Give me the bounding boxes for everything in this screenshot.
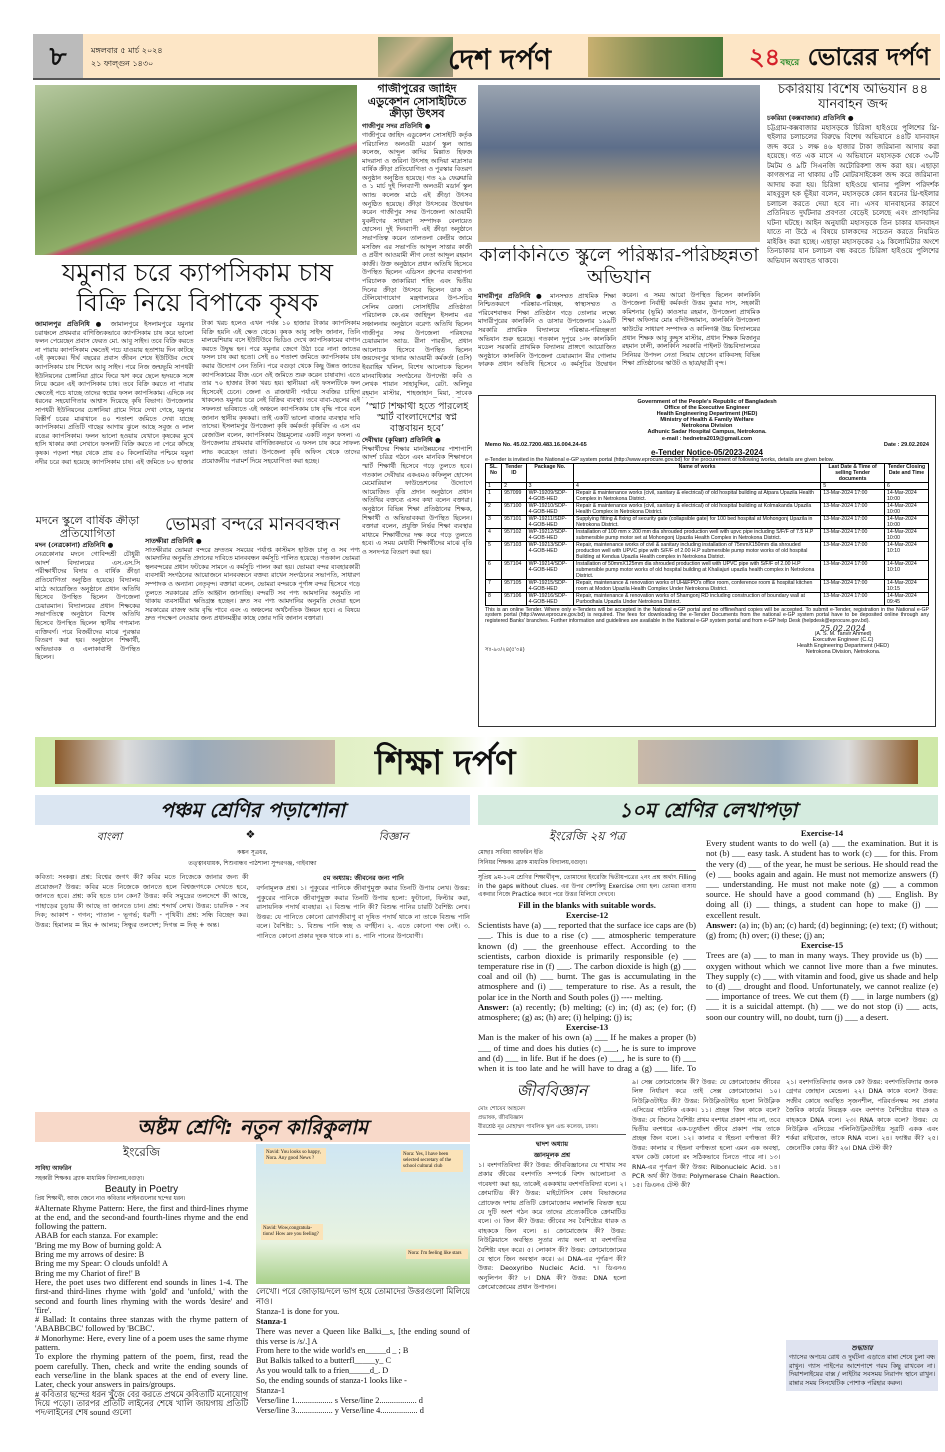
author-role: তত্ত্বাবধায়ক, শিশুবান্ধব পাঠশালা সুন্দরগঞ্জ, গাইবান্ধা (188, 860, 317, 867)
tender-notice (478, 395, 936, 727)
table-row (486, 515, 929, 528)
table-cell: Repair & maintenance works (civil, sanitary & electrical) of old hospital building at Kolmakanda Upazila Health Complex in Netrokona District. (573, 502, 820, 515)
exercise-text: Trees are (a) ___ to man in many ways. They provide us (b) ___ oxygen without which we cannot live more than a fwe minutes. They supply (c) ___ with vitamin and food, give us shade and help to (d) ___ drought and flood. Unfortunately, we cannot realize (e) ___ importance of trees. We cut them (f) ___ in large numbers (g) ___ it is a suicidal attempt. (h) ___ we do not stop (i) ___ acts, soon our country will, no doubt, turn (j) ___ a desert. (706, 950, 938, 1022)
stanza-line: But Balkis talked to a butterfl_____y_ C (256, 1356, 392, 1366)
signatory-line: Netrokona Division, Netrokona. (805, 648, 881, 655)
column-header: Last Date & Time of selling Tender documents (821, 463, 885, 482)
table-cell: 7 (486, 579, 502, 592)
article-capsicum (35, 258, 360, 510)
table-cell: 4 (486, 528, 502, 541)
bn-intro: প্রিয় শিক্ষার্থী, আজ জেনে নাও কবিতার লাইনগুলোর ছন্দের ধরন। (35, 1196, 186, 1202)
table-cell: 13-Mar-2024 17:00 (821, 502, 885, 515)
tender-date: Date : 29.02.2024 (883, 441, 929, 448)
signatory-line: Executive Engineer (C.C) (812, 637, 874, 644)
article-body: সাতক্ষীরার ভোমরা বন্দরে দ্রুততম সময়ের পর্যাপ্ত কাস্টমস হাউজ চালু ও সব পণ্য আমদানির অনুমতি প্রদানের দাবিতে মানববন্ধন কর্মসূচি পালিত হয়েছে। গতকাল ভোমরা স্থলবন্দরের প্রধান ফটকের সামনে এ কর্মসূচি পালন করা হয়। ভোমরা বন্দর ব্যবহারকারী ব্যবসায়ী সংগঠনের আয়োজনে মানববন্ধনে বক্তব্য রাখেন সংগঠনের সভাপতি, সাধারণ সম্পাদক ও অন্যান্য নেতৃবৃন্দ। বক্তারা বলেন, ভোমরা বন্দরকে পূর্ণাঙ্গ বন্দর হিসেবে গড়ে তুলতে সরকারের প্রতি আহ্বান জানাচ্ছি। বন্দরটি সব পণ্য আমদানির অনুমতি না থাকায় ব্যবসায়ীরা ক্ষতিগ্রস্ত হচ্ছেন। দ্রুত সব পণ্য আমদানির অনুমতি দেওয়া হলে সরকারের রাজস্ব আয় বৃদ্ধি পাবে এবং এ অঞ্চলের অর্থনৈতিক উন্নয়ন হবে। এ বিষয়ে দ্রুত পদক্ষেপ নেওয়ার জন্য প্রধানমন্ত্রীর কাছে জোর দাবি জানান বক্তারা। (145, 546, 360, 623)
science-lesson: বর্ণনামূলক প্রশ্ন। ১। পুকুরের পানিকে জীবাণুমুক্ত করার তিনটি উপায় লেখ। উত্তর: পুকুরের পানিকে জীবাণুমুক্ত করার তিনটি উপায় হলো: ফুটানো, ফিল্টার করা, রাসায়নিক পদার্থ ব্যবহার। ২। বিশুদ্ধ পানি কী? বিশুদ্ধ পানির চারটি বৈশিষ্ট্য লেখ। উত্তর: যে পানিতে কোনো রোগজীবাণু বা দূষিত পদার্থ থাকে না তাকে বিশুদ্ধ পানি বলে। বৈশিষ্ট্য: ১. বিশুদ্ধ পানি স্বচ্ছ ও বর্ণহীন। ২. এতে কোনো গন্ধ নেই। ৩. পানিতে কোনো প্রকার দূষক থাকে না। ৪. পানি পানের উপযোগী। (256, 884, 470, 940)
table-cell: WP-19216/SDP-4-GOB-HED (526, 592, 573, 605)
poetry-paragraph: Bring me my Spear: O clouds unfold! A (35, 1259, 168, 1269)
author: কঙ্কন সূত্রধর, (237, 849, 268, 856)
tender-intro: e-Tender is invited in the National e-GP system portal (http://www.eprocure.gov.bd) for the procurement of following works, details are given below. (485, 456, 834, 463)
section-heading: অষ্টম শ্রেণি: নতুন কারিকুলাম (35, 1112, 470, 1142)
memo-no: Memo No. 45.02.7200.483.16.004.24-65 (485, 441, 587, 448)
dateline (91, 44, 163, 70)
byline: মদন (নেত্রকোনা) প্রতিনিধি ● (35, 541, 114, 550)
table-cell: 957102 (502, 528, 527, 541)
article-body: জামালপুরে ইসলামপুরে যমুনার চরাঞ্চলে প্রথমবার বাণিজ্যিকভাবে ক্যাপসিকাম চাষ করে ভালো ফলন পেয়েছেন প্রবাস ফেরত মো. আবু সাইদ। তবে বিক্রি করতে না পারায় ক্যাপসিকাম ক্ষেতেই পচে যাওয়ায় হতাশায় দিন কাটছে এই কৃষকের। দীর্ঘ বছরের প্রবাস জীবন শেষে ইউটিউব দেখে ক্যাপসিকাম চাষ শিখেন আবু সাইদ। পরে নিজ জন্মভূমি সাপধরী ইউনিয়নের চেঙ্গানিয়া গ্রামে ফিরে ঋণ করে ছেলে হৃদয়কে সঙ্গে নিয়ে করেন এই ক্যাপসিকাম চাষ। তবে বিক্রি করতে না পারায় ক্ষেতেই পচে যাচ্ছে তাদের স্বপ্নের ফসল ক্যাপসিকাম। এদিকে নব ধরনের সহযোগিতার আশ্বাস দিয়েছে কৃষি বিভাগ। উপজেলার সাপধরী ইউনিয়নের চেঙ্গানিয়া গ্রামে গিয়ে দেখা গেছে, যমুনার বিস্তীর্ণ চরের মাঝখানে ৪০ শতাংশ জমিতে দেখা যাচ্ছে ক্যাপসিকাম। প্রতিটি গাছের আগায় ঝুলে আছে সবুজ ও লাল রঙের ক্যাপসিকাম। ফলন ভালো হওয়ায় যেখানে কৃষকের মুখে হাসি থাকার কথা সেখানে ফসলটি বিক্রি করতে না পেরে কাঁদছে কৃষক। পড়লা শহর থেকে প্রায় ৫০ কিলোমিটার পশ্চিমে যমুনা নদীর চরে করা হয়েছে ক্যাপসিকাম চাষ। এই জমিতে ৮০ হাজার টাকা খরচ হলেও এখন পর্যন্ত ১০ হাজার টাকার ক্যাপসিকাম বিক্রি হয়নি এই ক্ষেত থেকে। কৃষক আবু সাইদ জানান, তিনি মালয়েশিয়ায় বসে ইউটিউবে ভিডিও দেখে ক্যাপসিকামের বাগান করতে উদ্বুদ্ধ হন। পরে যমুনার জেগে উঠা চরে নানা জাতের ফসল চাষ করা হতো। সেই ৪০ শতাংশ জমিতে ক্যাপসিকাম চাষ করার উদ্যোগ নেন তিনি। পরে বগুড়া থেকে কিছু উন্নত জাতের ক্যাপসিকামের বীজ এনে ওই জমিতে শুরু করেন চাষাবাদ। এতে তার ৭০ হাজার টাকা খরচ হয়। স্থানীয়রা এই ফসলটিকে ফল হিসেবেই চেনে। জেলা ও রাজধানী পর্যায়ে সবজির চাহিদা থাকলেও যমুনার চরে নেই বিক্রির ব্যবস্থা। তবে বাবা-ছেলের এই সফলতা ভবিষ্যতে এই অঞ্চলে ক্যাপসিকাম চাষ বৃদ্ধি পাবে বলে জানান স্থানীয় কৃষকরা। তাই একটি ভালো বাজার ব্যবস্থার দাবি তাদের। ইসলামপুর উপজেলা কৃষি কর্মকর্তা কৃষিবিদ এ এস এম রেজাউল বলেন, ক্যাপসিকাম উচ্চমূল্যের একটি নতুন ফসল। এ উপজেলায় প্রথমবার বাণিজ্যিকভাবে এ ফসল চাষ করে সাফল্য লাভ করেছেন তারা। উপজেলা কৃষি অফিস থেকে তাদের প্রয়োজনীয় পরামর্শ দিয়ে সহযোগিতা করা হচ্ছে। (35, 320, 360, 466)
table-cell: WP-19214/SDP-4-GOB-HED (526, 560, 573, 579)
column-header: Package No. (526, 463, 573, 482)
org-line: e-mail : hednetra2019@gmail.com (661, 435, 753, 442)
signatory-line: (A. S. M. Tanvir Ahmed) (814, 631, 872, 638)
education-section-banner (35, 737, 938, 787)
speech-bubble: Nora: Yes, I have been selected secretary of the school cultural club (401, 1150, 463, 1172)
stanza-line: Verse/line 3.................. y Verse/line 4.................. d (256, 1405, 424, 1415)
table-cell: 14-Mar-2024 09:45 (885, 592, 929, 605)
org-line: Netrokona Division (681, 423, 733, 430)
table-cell: 14-Mar-2024 10:10 (885, 541, 929, 560)
stanza-line: Stanza-1 is done for you. (256, 1306, 340, 1316)
column-number: 6 (885, 482, 929, 489)
biology-section (478, 1078, 938, 1428)
table-cell: 957099 (502, 489, 527, 502)
author: সাবিহা আফরিন (35, 1166, 72, 1172)
page-header (33, 34, 940, 80)
table-row (486, 579, 929, 592)
headline: যমুনার চরে ক্যাপসিকাম চাষ বিক্রি নিয়ে বিপাকে কৃষক (61, 258, 334, 317)
byline: জামালপুর প্রতিনিধি ● (35, 320, 105, 328)
qa-column-2: ৯। সেক্স ক্রোমোজোম কী? উত্তর: যে ক্রোমোজোম জীবের লিঙ্গ নির্ধারণ করে তাই সেক্স ক্রোমোজোম। ১০। নিউক্লিওটাইড কী? উত্তর: নিউক্লিওটাইড হলো নিউক্লিক এসিডের গাঠনিক একক। ১১। প্রচ্ছন্ন জিন কাকে বলে? উত্তর: যে জিনের বৈশিষ্ট্য প্রথম বংশধর প্রকাশ পায় না, তবে দ্বিতীয় বংশধরে এক-চতুর্থাংশ জীবে প্রকাশ পায় তাকে প্রচ্ছন্ন জিন বলে। ১২। কালার ব-াইন্ডনা বর্ণান্ধতা কী? উত্তর: কালার ব-াইন্ডনা বর্ণান্ধতা হলো এমন এক অবস্থা, যখন কেউ কোনো রং সঠিকভাবে চিনতে পারে না। ১৩। RNA-এর পূর্ণরূপ কী? উত্তর: Ribonucleic Acid. ১৪। PCR অর্থ কী? উত্তর: Polymerase Chain Reaction. ১৫। ডিএনএ টেস্ট কী? (632, 1078, 780, 1190)
exercise-text: Man is the maker of his own (a) ___ If he makes a proper (b) ___ of time and does his duties (c) ___, he is sure to improve and (d) ___ in life. But if he does (e) ___, he is sure to (f) ___ when it is too late and he will have to drag a (g) ___ life. To (478, 1032, 696, 1074)
tender-footer: This is an online Tender. Where only e-Tenders will be accepted in the National e-GP portal and no offline/hard copies will be accepted. To submit e-Tender, registration in the National e-GP system portal (http://www.eprocure.gov.bd) is required. The fees for downloading the e-Tender Documents from the national e-GP system portal have to be deposited online through any registered Banks' branches. Further information and guidelines are available in the National e-GP system portal and from e-GP help Desk (helpdesk@eprocure.gov.bd). (485, 606, 929, 624)
exercise-answer (478, 1002, 696, 1022)
subject-bangla: বাংলা (96, 830, 123, 843)
stanza-line: So, the ending sounds of stanza-1 looks like - (256, 1376, 407, 1386)
poetry-paragraph: # Monorhyme: Here, every line of a poem uses the same rhyme pattern. (35, 1333, 248, 1353)
table-row (486, 489, 929, 502)
notice-title: শুদ্ধাচার (851, 1344, 873, 1352)
date-bangla: ২১ ফাল্গুন ১৪৩০ (91, 59, 154, 68)
table-cell: Installation of 50mmX125mm dia shrouded production well with UPVC pipe with S/F/F of 2.00 H.P submersible pump motor works of old hospital building at Khaliajuri upazila health complex in Netrokona District. (573, 560, 820, 579)
org-line: Government of the People's Republic of Bangladesh (637, 399, 777, 405)
org-line: Health Engineering Department (HED) (656, 411, 758, 418)
table-row (486, 592, 929, 605)
article-body: নেত্রকোনার মদনে গোবিন্দশ্রী চৌধুরী আদর্শ বিদ্যালয়ের এস.এস.সি পরীক্ষার্থীদের বিদায় ও বার্ষিক ক্রীড়া প্রতিযোগিতা অনুষ্ঠিত হয়েছে। বিদ্যালয় মাঠে আয়োজিত অনুষ্ঠানে প্রধান অতিথি হিসেবে উপস্থিত ছিলেন উপজেলা চেয়ারম্যান। বিদ্যালয়ের প্রধান শিক্ষকের সভাপতিত্বে অনুষ্ঠানে বিশেষ অতিথি হিসেবে উপস্থিত ছিলেন স্থানীয় গণ্যমান্য ব্যক্তিবর্গ। পরে বিজয়ীদের মাঝে পুরস্কার বিতরণ করা হয়। অনুষ্ঠানে শিক্ষার্থী, অভিভাবক ও এলাকাবাসী উপস্থিত ছিলেন। (35, 551, 140, 662)
poetry-paragraph: Here, the poet uses two different end sounds in lines 1-4. The first-and third-lines rhyme with 'gold' and 'unfold,' with the second and fourth lines rhyming with the words 'desire' and 'fire'. (35, 1277, 248, 1315)
signature: 25.02.2024 (820, 624, 866, 634)
article-body: গাজীপুরে জাহিদ এডুকেশন সোসাইটি কর্তৃক পরিচালিত অলওয়ী মডার্ন স্কুল অ্যান্ড কলেজ, আব্দুল কাদির মিল্লাত হিফজ মাদরাসা ও জরিনা উৎসাহ আদিয়া মাদ্রাসার বার্ষিক ক্রীড়া প্রতিযোগিতা ও পুরস্কার বিতরণ অনুষ্ঠান অনুষ্ঠিত হয়েছে। গত ২৯ ফেব্রুয়ারি ও ১ মার্চ দুই দিনব্যাপী অলওয়ী মডার্ন স্কুল অ্যান্ড কলেজ মাঠে এই ক্রীড়া উৎসব অনুষ্ঠিত হয়েছে। ক্রীড়া উৎসবের উদ্বোধন করেন গাজীপুর সদর উপজেলা আওয়ামী যুবলীগের সাধারণ সম্পাদক বেলায়েত হোসেন। দুই দিনব্যাপী এই ক্রীড়া অনুষ্ঠানে সভাপতিত্ব করেন তালতলা কেন্দ্রীয় জামে মসজিদ এর সভাপতি আব্দুল সাত্তার কাজী ও প্রবীণ আওয়ামী লীগ নেতা আব্দুল রহমান কাজী। উক্ত অনুষ্ঠানে প্রধান অতিথি হিসেবে উপস্থিত ছিলেন এডিসন গ্রুপের ব্যবস্থাপনা পরিচালক জাকারিয়া শহিদ এবং দ্বিতীয় দিনের ক্রীড়া উৎসবে ছিলেন ডাক ও টেলিযোগাযোগ মন্ত্রণালয়ের উপ-সচিব সেলিম রেজা। সোসাইটির প্রতিষ্ঠাতা পরিচালক কে.এম জাহিদুল ইসলাম এর সঞ্চালনায় অনুষ্ঠানে বরেণ্য অতিথি ছিলেন গাজীপুর সদর উপজেলা পরিষদের চেয়ারম্যান অ্যাড. রীনা পারভীন, প্রধান আলোচক হিসেবে উপস্থিত ছিলেন জয়দেবপুর থানার আওয়ামী কর্মকর্তা (ওসি) ইবরাহিম খলিল, বিশেষ আলোচক ছিলেন মানবাধিকার সংগঠনের উপদেষ্টা কবি ও লেখক শায়ান সাহাবুদ্দিন, রেটা. অলিদুর রহমান মাস্টার, শাহজাহান মিয়া, সাবেক (362, 131, 472, 397)
newspaper-logo: ২৪বছরে ভোরের দর্পণ (749, 43, 930, 71)
table-cell: Repair, maintenance & renovation works of UH&FPO's office room, conference room & hospital kitchen room at Modon Upazila Health Complex Under Netrokona District. (573, 579, 820, 592)
table-cell: 957101 (502, 515, 527, 528)
article-chakaria (767, 83, 939, 395)
exercise (478, 910, 696, 1022)
poetry-paragraph: 'Bring me my Bow of burning gold: A (35, 1240, 162, 1250)
exercise-answer (706, 920, 938, 940)
table-cell: 13-Mar-2024 17:00 (821, 592, 885, 605)
answer-label: Answer: (706, 919, 738, 930)
article-kalkini (478, 245, 760, 395)
author-role: সহকারী শিক্ষকঃ ব্র্যাক মাধ্যমিক বিদ্যালয়,বগুড়া। (35, 1176, 145, 1182)
intro: সুপ্রিয় ৯ম-১০ম শ্রেণির শিক্ষার্থীবৃন্দ, তোমাদের ইংরেজি দ্বিতীয়পত্রের ২নং প্রশ্ন অর্থাৎ Filling in the gaps without clues. এর উপর কেশকিছু Exercise দেয়া হল। তোমরা বাসায় একবার নিজে Practice করবে পরে উত্তর মিলিয়ে দেখবে। (478, 874, 696, 899)
stanza-line: From here to the wide world's en_____d _ ; B (256, 1346, 409, 1356)
separator-icon: ❖ (245, 828, 256, 841)
byline: মাদারীপুর প্রতিনিধি ● (478, 291, 545, 300)
byline: সাতক্ষীরা প্রতিনিধি ● (145, 536, 202, 545)
stanza-line: লেখো। পরে জোড়ায়/দলে ভাগ হয়ে তোমাদের উত্তরগুলো মিলিয়ে নাও। (256, 1287, 470, 1306)
header-photo-farming (378, 37, 453, 77)
column-number: 1 (486, 482, 502, 489)
dialogue-illustration (256, 1144, 470, 1284)
table-row (486, 560, 929, 579)
table-cell: WP-19210/SDP-4-GOB-HED (526, 502, 573, 515)
column-header: Tender Closing Date and Time (885, 463, 929, 482)
section-title: দেশ দর্পণ (448, 43, 552, 76)
author-institution: বীরশ্রেষ্ঠ নূর মোহাম্মদ পাবলিক স্কুল এন্ড কলেজ, ঢাকা। (478, 1124, 598, 1130)
page-number: ৮ (33, 34, 83, 80)
header-photo-harvest (588, 37, 723, 77)
chapter: দ্বাদশ অধ্যায় (535, 1140, 569, 1148)
table-cell: WP-19211/SDP-4-GOB-HED (526, 515, 573, 528)
table-cell: Repair, maintenance & renovation works of Shamgonj RD including construction of boundary wall at Purbodhala Upazila Under Netrokona District. (573, 592, 820, 605)
table-cell: 5 (486, 541, 502, 560)
signatory-line: Health Engineering Department (HED) (797, 642, 889, 649)
signature-block (797, 626, 889, 655)
class8-section (35, 1112, 470, 1427)
exercise-title: Exercise-14 (800, 828, 844, 838)
table-cell: 14-Mar-2024 10:15 (885, 579, 929, 592)
exercise-text: Scientists have (a) ___ reported that the surface ice caps are (b) ___. This is due to a rise (c) ___ atmospheric temperature known (d) ___ the greenhouse effect. According to the scientists, carbon dioxide is primarily responsible (e) ___ temperature rise in (f) ___. The carbon dioxide is high (g) ___ coal and oil (h) ___ burnt. The gas is accumulating in the atmosphere and (i) ___ temperature to rise. As a result, the polar ice in the North and South poles (j) ---- melting. (478, 920, 696, 1002)
org-line: Adhunic Sadar Hospital Campus, Netrokona. (647, 429, 767, 436)
table-cell: 13-Mar-2024 17:00 (821, 579, 885, 592)
author: মোছাঃ সাবিয়া আফরিন ইতি (478, 850, 543, 856)
answer-label: Answer: (478, 1001, 510, 1012)
class10-section (478, 795, 938, 1075)
table-cell: 13-Mar-2024 17:00 (821, 515, 885, 528)
article-body: মানসম্মত প্রাথমিক শিক্ষা নিশ্চিতকরণে পরিষ্কার-পরিচ্ছন্ন, স্বাস্থ্যসম্মত ও পরিবেশবান্ধব শিক্ষা প্রতিষ্ঠান গড়ে তোলার লক্ষ্যে মাদারীপুরের কালকিনি ও ডাসার উপজেলার ১৯৯টি সরকারি প্রাথমিক বিদ্যালয়ে পরিষ্কার-পরিচ্ছন্নতা অভিযান শুরু হয়েছে। গতকাল দুপুরে ১নং কালকিনি মডেল সরকারি প্রাথমিক বিদ্যালয় প্রাঙ্গণে আয়োজিত অনুষ্ঠানে কালকিনি উপজেলা চেয়ারম্যান মীর গোলাম ফারুক প্রধান অতিথি হিসেবে এ কর্মসূচির উদ্বোধন করেন। এ সময় আরো উপস্থিত ছিলেন কালকিনি উপজেলা নির্বাহী কর্মকর্তা উত্তম কুমার দাস, সহকারী কমিশনার (ভূমি) কাওসার রহমান, উপজেলা প্রাথমিক শিক্ষা অফিসার মোঃ বদিউজ্জামান, কালকিনি উপজেলা স্কাউটের সাধারণ সম্পাদক ও কালিগঞ্জ উচ্চ বিদ্যালয়ের প্রধান শিক্ষক আবু কুদ্দুস মাস্টার, প্রধান শিক্ষক মিজানুর রহমান ঢালী, কালকিনি সরকারি পাইলট উচ্চবিদ্যালয়ের সিনিয়র উপদল নেতা সিয়াম হোসেন রাকিবসহ বিভিন্ন শিক্ষা প্রতিষ্ঠানের স্কাউট ও ছাত্র/ছাত্রী বৃন্দ। (478, 291, 760, 369)
table-cell: 2 (486, 502, 502, 515)
table-cell: 3 (486, 515, 502, 528)
table-cell: WP-19209/SDP-4-GOB-HED (526, 489, 573, 502)
byline: চকরিয়া (কক্সবাজার) প্রতিনিধি ● (767, 113, 854, 122)
column-number: 5 (821, 482, 885, 489)
table-cell: 14-Mar-2024 10:00 (885, 528, 929, 541)
article-body: চট্টগ্রাম-কক্সবাজার মহাসড়কে চিরিঙ্গা হাইওয়ে পুলিশের থ্রি-হুইলার চলাচলের বিরুদ্ধে বিশেষ অভিযানে ৪৪টি যানবাহন জব্দ করে ১ লক্ষ ৪৬ হাজার টাকা জরিমানা আদায় করা হয়েছে। গত এক মাসে এ অভিযানে মহাসড়ক থেকে ৩০টি টমটম ও ৯টি সিএনজি অটোরিকশা জব্দ করা হয়। এছাড়া কাগজপত্র না থাকায় ৫টি মোটরসাইকেল জব্দ করে জরিমানা আদায় করা হয়। চিরিঙ্গা হাইওয়ে থানার পুলিশ পরিদর্শক মাহবুবুল হক ভূঁইয়া বলেন, মহাসড়কে কোন ধরনের থ্রি-হুইলার চলাচল করতে দেয়া হবে না। এসব যানবাহনের কারণে প্রতিনিয়ত দুর্ঘটনার প্রবণতা বেড়েই চলেছে এবং প্রাণহানির ঘটনা ঘটছে। আইন অনুযায়ী মহাসড়কে তিন চাকার যানবাহন যাতে না উঠে এ বিষয়ে চালকদের সচেতন করতে নিয়মিত মাইকিং করা হচ্ছে। এছাড়া মহাসড়কের ২৯ কিলোমিটার অংশে তিনচাকার যান চলাচল বন্ধ করতে চিরিঙ্গা হাইওয়ে পুলিশের অভিযান অব্যাহত থাকবে। (767, 123, 939, 265)
notice-box (786, 1340, 938, 1391)
tender-title: e-Tender Notice-05/2023-2024 (651, 447, 763, 457)
exercise-title: Exercise-12 (565, 909, 609, 920)
stanza-line: As you would talk to a frien_____d_. D (256, 1366, 389, 1376)
article-madan (35, 515, 140, 727)
table-row (486, 528, 929, 541)
table-cell: 1 (486, 489, 502, 502)
table-cell: 957104 (502, 560, 527, 579)
byline: দেবীদ্বার (কুমিল্লা) প্রতিনিধি ● (362, 435, 441, 444)
class5-section (35, 795, 470, 1107)
column-header: SL. No (486, 463, 502, 482)
table-cell: Supplying fitting & fixing of security gate (collapsible gate) for 100 bed hospital at Mohongonj Upazila in Netrokona District. (573, 515, 820, 528)
table-row (486, 502, 929, 515)
tender-table (485, 463, 929, 606)
table-cell: 6 (486, 560, 502, 579)
article-smart-student (362, 402, 472, 727)
author: মোঃ শোয়েব আহমেদ (478, 1106, 526, 1112)
column-number: 3 (526, 482, 573, 489)
speech-bubble: Navid: You looks so happy, Nora. Any good News ? (264, 1148, 326, 1164)
table-cell: 13-Mar-2024 17:00 (821, 541, 885, 560)
table-cell: 957100 (502, 502, 527, 515)
table-cell: 14-Mar-2024 10:10 (885, 560, 929, 579)
subject-title: ইংরেজি ২য় পত্র (548, 829, 626, 843)
headline: কালকিনিতে স্কুলে পরিষ্কার-পরিচ্ছন্নতা অভিযান (479, 245, 759, 288)
stanza-line: Verse/line 1.................. s Verse/line 2.................. d (256, 1395, 423, 1405)
subject-title: জীববিজ্ঞান (516, 1081, 588, 1100)
table-cell: Repair, maintenance works of civil & sanitary including installation of 75mmX150mm dia shrouded production well with UPVC pipe with S/F/F of 2.00 H.P submersible pump motor works of old hospital Building at Kendua Upazila Health complex in Netrokona District. (573, 541, 820, 560)
article-bhomra (145, 515, 360, 727)
table-cell: 14-Mar-2024 10:00 (885, 489, 929, 502)
capsicum-field-photo (35, 85, 357, 255)
students-photo (55, 740, 335, 784)
qa-column-1: ১। বংশগতিবিদ্যা কী? উত্তর: জীববিজ্ঞানের যে শাখায় সব প্রকার জীবের বংশগতি সম্পর্কে বিশদ আলোচনা ও গবেষণা করা হয়, তাকেই এককথায় বংশগতিবিদ্যা বলে। ২। ক্রোমাটিড কী? উত্তর: মাইটোসিস কোষ বিভাজনের প্রোফেজ দশায় প্রতিটি ক্রোমোজোম লম্বালম্বি বিভক্ত হয়ে যে দুটি অংশ গঠন করে তাদের প্রত্যেকটিকে ক্রোমাটিড বলে। ৩। জিন কী? উত্তর: জীবের সব বৈশিষ্ট্যের ধারক ও বাহককে জিন বলে। ৪। ক্রোমোজোম কী? উত্তর: নিউক্লিয়াসে অবস্থিত সুতার ন্যায় অংশ যা বংশগতির বৈশিষ্ট্য বহন করে। ৫। লোকাস কী? উত্তর: ক্রোমোজোমের যে স্থানে জিন অবস্থান করে। ৬। DNA-এর পূর্ণরূপ কী? উত্তর: Deoxyribo Nucleic Acid. ৭। ডিএনএ অনুলিপন কী? ৮। DNA কী? উত্তর: DNA হলো ক্রোমোজোমের প্রধান উপাদান। (478, 1161, 626, 1292)
poetry-paragraph: # কবিতার ছন্দের ধরন খুঁজে বের করতে প্রথমে কবিতাটি মনোযোগ দিয়ে পড়ো। তারপর প্রতিটি লাইনের শেষে খালি জায়গায় প্রতিটি পদ/লাইনের শেষ sound গুলো (35, 1389, 248, 1418)
column-number: 4 (573, 482, 820, 489)
classroom-photo (638, 740, 918, 784)
instruction: Fill in the blanks with suitable words. (518, 899, 656, 910)
poetry-paragraph: # Ballad: It contains three stanzas with the rhyme pattern of 'ABABBCBC' followed by 'BCBC'. (35, 1315, 248, 1334)
ad-reference: সঃ-৯০/২৪(৫'৩৪) (485, 647, 525, 654)
column-header: Name of works (573, 463, 820, 482)
table-cell: 13-Mar-2024 17:00 (821, 560, 885, 579)
section-heading: ১০ম শ্রেণির লেখাপড়া (478, 795, 938, 825)
author-role: প্রভাষক, জীববিজ্ঞান (478, 1115, 524, 1121)
subject-science: বিজ্ঞান (378, 830, 409, 843)
exercise (478, 1022, 696, 1075)
speech-bubble: Nora: I'm feeling like stars (406, 1249, 468, 1259)
poetry-paragraph: Bring me my Chariot of fire!' B (35, 1268, 141, 1278)
table-cell: WP-19213/SDP-4-GOB-HED (526, 541, 573, 560)
headline: ভোমরা বন্দরে মানববন্ধন (164, 515, 341, 535)
table-cell: 957106 (502, 592, 527, 605)
date-gregorian: মঙ্গলবার ৫ মার্চ ২০২৪ (91, 46, 163, 55)
table-cell: 957103 (502, 541, 527, 560)
byline: গাজীপুর সদর প্রতিনিধি ● (362, 121, 431, 130)
exercise-title: Exercise-15 (800, 940, 844, 951)
answer-text: (a) recently; (b) melting; (c) in; (d) as; (e) for; (f) atmosphere; (g) as; (h) are; (i) helping; (j) is; (478, 1001, 696, 1023)
table-cell: 957105 (502, 579, 527, 592)
stanza-line: Stanza-1 (256, 1316, 287, 1326)
cleaning-campaign-photo (478, 85, 760, 242)
answer-text: (a) in; (b) an; (c) hard; (d) beginning; (e) text; (f) without; (g) from; (h) over; (i) these; (j) an; (706, 919, 938, 941)
table-row (486, 541, 929, 560)
exercise (706, 828, 938, 940)
headline: ‘স্মার্ট শিক্ষার্থী হতে পারলেই স্মার্ট বাংলাদেশের স্বপ্ন বাস্তবায়ন হবে’ (365, 402, 469, 434)
article-gazipur (362, 83, 472, 398)
exercise (706, 940, 938, 1022)
headline: মদনে স্কুলে বার্ষিক ক্রীড়া প্রতিযোগিতা (35, 515, 140, 540)
stanza-line: Stanza-1 (256, 1386, 286, 1396)
section-heading: পঞ্চম শ্রেণির পড়াশোনা (35, 795, 470, 825)
headline: গাজীপুরের জাহিদ এডুকেশন সোসাইটিতে ক্রীড়া উৎসব (367, 83, 467, 121)
org-line: Ministry of Health & Family Welfare (660, 417, 754, 424)
question-type: জ্ঞানমূলক প্রশ্ন (533, 1151, 571, 1159)
science-chapter: ৫ম অধ্যায়: জীবনের জন্য পানি (322, 874, 404, 882)
table-cell: Installation of 100 mm x 200 mm dia shrouded production well with upvc pipe including S/F/F of 7.5 H.P submersible pump motor set at Mohongonj Upazila Health Complex in Netrokona District. (573, 528, 820, 541)
table-cell: 13-Mar-2024 17:00 (821, 489, 885, 502)
article-body: শিক্ষার্থীদের শিক্ষার মানউন্নয়নের পাশাপাশি আদর্শ চরিত্র গঠনে এবং মানবিক শিক্ষাদানে স্মার্ট শিক্ষার্থী হিসেবে গড়ে তুলতে হবে। গতকাল দেবীদ্বার একএমএ কফিলুল হোসেন মেমোরিয়াল ফাউন্ডেশনের উদ্যোগে আয়োজিত বৃত্তি প্রদান অনুষ্ঠানে প্রধান অতিথির বক্তব্যে এসব কথা বলেন বক্তারা। অনুষ্ঠানে বিভিন্ন শিক্ষা প্রতিষ্ঠানের শিক্ষক, শিক্ষার্থী ও অভিভাবকরা উপস্থিত ছিলেন। বক্তারা বলেন, প্রযুক্তি নির্ভর শিক্ষা ব্যবস্থার মাধ্যমে শিক্ষার্থীদের দক্ষ করে গড়ে তুলতে হবে। এ সময় মেধাবী শিক্ষার্থীদের মাঝে বৃত্তি ও সনদপত্র বিতরণ করা হয়। (362, 445, 472, 556)
exercise-title: Exercise-13 (565, 1022, 609, 1033)
column-number: 2 (502, 482, 527, 489)
bangla-lesson: কবিতা: সংকল্প। প্রশ্ন: বিশ্বের জগৎ কী? কবির মতে নিজেকে জানার জন্য কী প্রয়োজন? উত্তর: কবির মতে নিজেকে জানতে হলে বিশ্বজগৎকে দেখতে হবে, জানতে হবে। প্রশ্ন: কবি হতে চান কেন? উত্তর: কবি সমুদ্রের তলদেশে কী আছে, পাহাড়ের চূড়ায় কী আছে তা জানতে চান। প্রশ্ন: শব্দার্থ লেখ। উত্তর: চারদিক - সব দিক; আকাশ - গগন; পাতাল - ভূগর্ভ; ধরণী - পৃথিবী। প্রশ্ন: সন্ধি বিচ্ছেদ কর। উত্তর: হিমালয় = হিম + আলয়; সিন্ধুর তলদেশ; দিগন্ত = দিক্ + অন্ত। (35, 873, 249, 929)
table-cell: WP-19215/SDP-4-GOB-HED (526, 579, 573, 592)
qa-column-3: ২১। বংশগতিবিদ্যার জনক কে? উত্তর: বংশগতিবিদ্যার জনক গ্রেগর জোহান মেন্ডেল। ২২। DNA কাকে বলে? উত্তর: সজীব কোষে অবস্থিত সৃজনশীল, পরিবর্তনক্ষম সব প্রকার জৈবিক কার্যের নিয়ন্ত্রক এবং বংশগত বৈশিষ্ট্যের ধারক ও বাহককে DNA বলে। ২৩। RNA কাকে বলে? উত্তর: যে নিউক্লিক এসিডের পলিনিউক্লিওটাইড সূত্রটি একক এবং শর্করা রাইবোজ, তাকে RNA বলে। ২৪। ফ্যাক্টর কী? ২৫। জেনেটিক কোড কী? ২৬। DNA টেস্ট কী? (786, 1078, 938, 1152)
poetry-paragraph: To explore the rhyming pattern of the poem, first, read the poem carefully. Then, check and write the ending sounds of each verse/line in the blank spaces at the end of every line. Later, check your answers in pairs/groups. (35, 1352, 248, 1390)
notice-text: গ্যাসের অপচয় রোধ ও দুর্ঘটনা এড়াতে রান্না শেষে চুলা বন্ধ রাখুন। গ্যাস পাইপের আশেপাশে গরম কিছু রাখবেন না। দিয়াশলাইয়ের বাক্স / লাইটার সবসময় নিরাপদ স্থানে রাখুন। রান্নার সময় সিনথেটিক পোশাক পরিহার করুন। (789, 1354, 935, 1387)
lesson-title: Beauty in Poetry (104, 1184, 179, 1195)
table-cell: WP-19212/SDP-4-GOB-HED (526, 528, 573, 541)
table-cell: 14-Mar-2024 10:00 (885, 502, 929, 515)
table-cell: 8 (486, 592, 502, 605)
poetry-paragraph: ABAB for each stanza. For example: (35, 1231, 159, 1241)
table-cell: 13-Mar-2024 17:00 (821, 528, 885, 541)
table-cell: Repair & maintenance works (civil, sanitary & electrical) of old hospital building at Atpara Upazila Health Complex in Netrokona District. (573, 489, 820, 502)
headline: চকরিয়ায় বিশেষ অভিযান ৪৪ যানবাহন জব্দ (777, 83, 929, 112)
author-role: সিনিয়র শিক্ষকঃ ব্র্যাক মাধ্যমিক বিদ্যালয়,বগুড়া। (478, 860, 587, 866)
stanza-line: There was never a Queen like Balki__s, [the ending sound of this verse is /s/.] A (256, 1326, 470, 1346)
table-cell: 14-Mar-2024 10:00 (885, 515, 929, 528)
education-section-title: শিক্ষা দর্পণ (375, 743, 516, 783)
org-line: Office of the Executive Engineer (664, 405, 750, 412)
subject-title: ইংরেজি (123, 1145, 160, 1159)
poetry-paragraph: #Alternate Rhyme Pattern: Here, the first and third-lines rhyme at the end, and the second-and fourth-lines rhyme and the end following the pattern. (35, 1203, 248, 1232)
exercise-text: Every student wants to do well (a) ___ the examination. But it is not (b) ___ easy task. A student has to work (c) ___ for this. From the very (d) ___ of the year, he must be serious. He should read the (e) ___ books again and again. He must not memorize answers (f) ___ understanding. He must not make note (g) ___ a common source. He should have a good command (h) ___ English. By doing all (i) ___ things, a student can hope to make (j) ___ excellent result. (706, 838, 938, 920)
column-header: Tender ID (502, 463, 527, 482)
poetry-paragraph: Bring me my arrows of desire: B (35, 1250, 145, 1260)
tender-org (485, 399, 929, 442)
speech-bubble: Navid: Wow,congratula-tions! How are you feeling? (261, 1224, 323, 1240)
